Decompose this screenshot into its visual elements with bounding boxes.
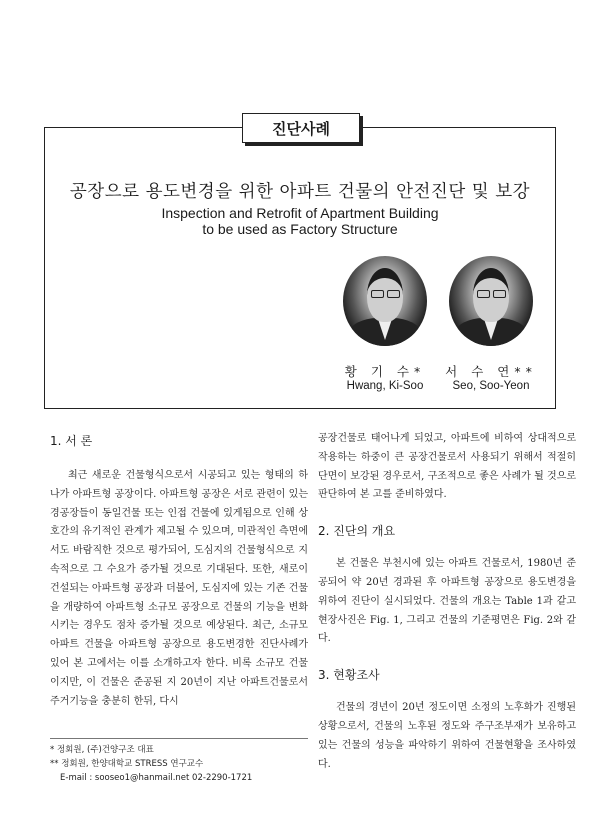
footnote-1: * 정회원, (주)건양구조 대표 <box>50 745 154 755</box>
title-english-line2: to be used as Factory Structure <box>202 221 398 237</box>
section-3-paragraph: 건물의 경년이 20년 정도이면 소정의 노후화가 진행된 상황으로서, 건물의 노후된 정도와 주구조부재가 보유하고 있는 건물의 성능을 파악하기 위하여 건물현황을 조사하였다. <box>318 702 576 770</box>
author-roman-seo: Seo, Soo-Yeon <box>452 380 530 392</box>
title-english <box>0 205 600 237</box>
left-column <box>50 432 308 711</box>
author-photo-seo <box>449 256 533 346</box>
footnotes <box>50 738 308 785</box>
author-name-seo: 서 수 연** <box>445 364 537 379</box>
section-tag: 진단사례 <box>242 113 360 143</box>
author-roman-hwang: Hwang, Ki-Soo <box>346 380 424 392</box>
title-korean: 공장으로 용도변경을 위한 아파트 건물의 안전진단 및 보강 <box>69 182 531 202</box>
footnote-2: ** 정회원, 한양대학교 STRESS 연구교수 <box>50 759 204 769</box>
author-name-hwang: 황 기 수* <box>344 364 426 379</box>
footnote-email: E-mail : sooseo1@hanmail.net 02-2290-1721 <box>60 773 253 783</box>
title-english-line1: Inspection and Retrofit of Apartment Building <box>161 205 439 221</box>
section-1-heading: 1. 서 론 <box>50 434 93 448</box>
author-photo-hwang <box>343 256 427 346</box>
footnote-rule <box>50 738 308 739</box>
section-1-paragraph-continued: 공장건물로 태어나게 되었고, 아파트에 비하여 상대적으로 작용하는 하중이 큰 공장건물로서 사용되기 위해서 적절히 단면이 보강된 경우로서, 구조적으로 좋은 사례가 될 것으로 판단하여 본 고를 준비하였다. <box>318 433 576 501</box>
section-2-heading: 2. 진단의 개요 <box>318 524 396 539</box>
right-column <box>318 430 576 774</box>
section-3-heading: 3. 현황조사 <box>318 668 380 683</box>
section-1-paragraph: 최근 새로운 건물형식으로서 시공되고 있는 형태의 하나가 아파트형 공장이다. 아파트형 공장은 서로 관련이 있는 경공장들이 동일건물 또는 인접 건물에 있게됨으로 인해 상호간의 유기적인 관계가 제고될 수 있으며, 미관적인 측면에서도 바람직한 것으로 평가되어, 도심지의 건물형식으로 지속적으로 그 수요가 증가될 것으로 기대된다. 또한, 새로이 건설되는 아파트형 공장과 더불어, 도심지에 있는 기존 건물을 개량하여 아파트형 소규모 공장으로 건물의 기능을 변화시키는 경우도 점차 증가될 것으로 예상된다. 최근, 소규모 아파트 건물을 아파트형 공장으로 용도변경한 진단사례가 있어 본 고에서는 이를 소개하고자 한다. 비록 소규모 건물이지만, 이 건물은 준공된 지 20년이 지난 아파트건물로서 주거기능을 충분히 한뒤, 다시 <box>50 470 308 707</box>
section-2-paragraph: 본 건물은 부천시에 있는 아파트 건물로서, 1980년 준공되어 약 20년 경과된 후 아파트형 공장으로 용도변경을 위하여 진단이 실시되었다. 건물의 개요는 Table 1과 같고 현장사진은 Fig. 1, 그리고 건물의 기준평면은 Fig. 2와 같다. <box>318 558 576 645</box>
